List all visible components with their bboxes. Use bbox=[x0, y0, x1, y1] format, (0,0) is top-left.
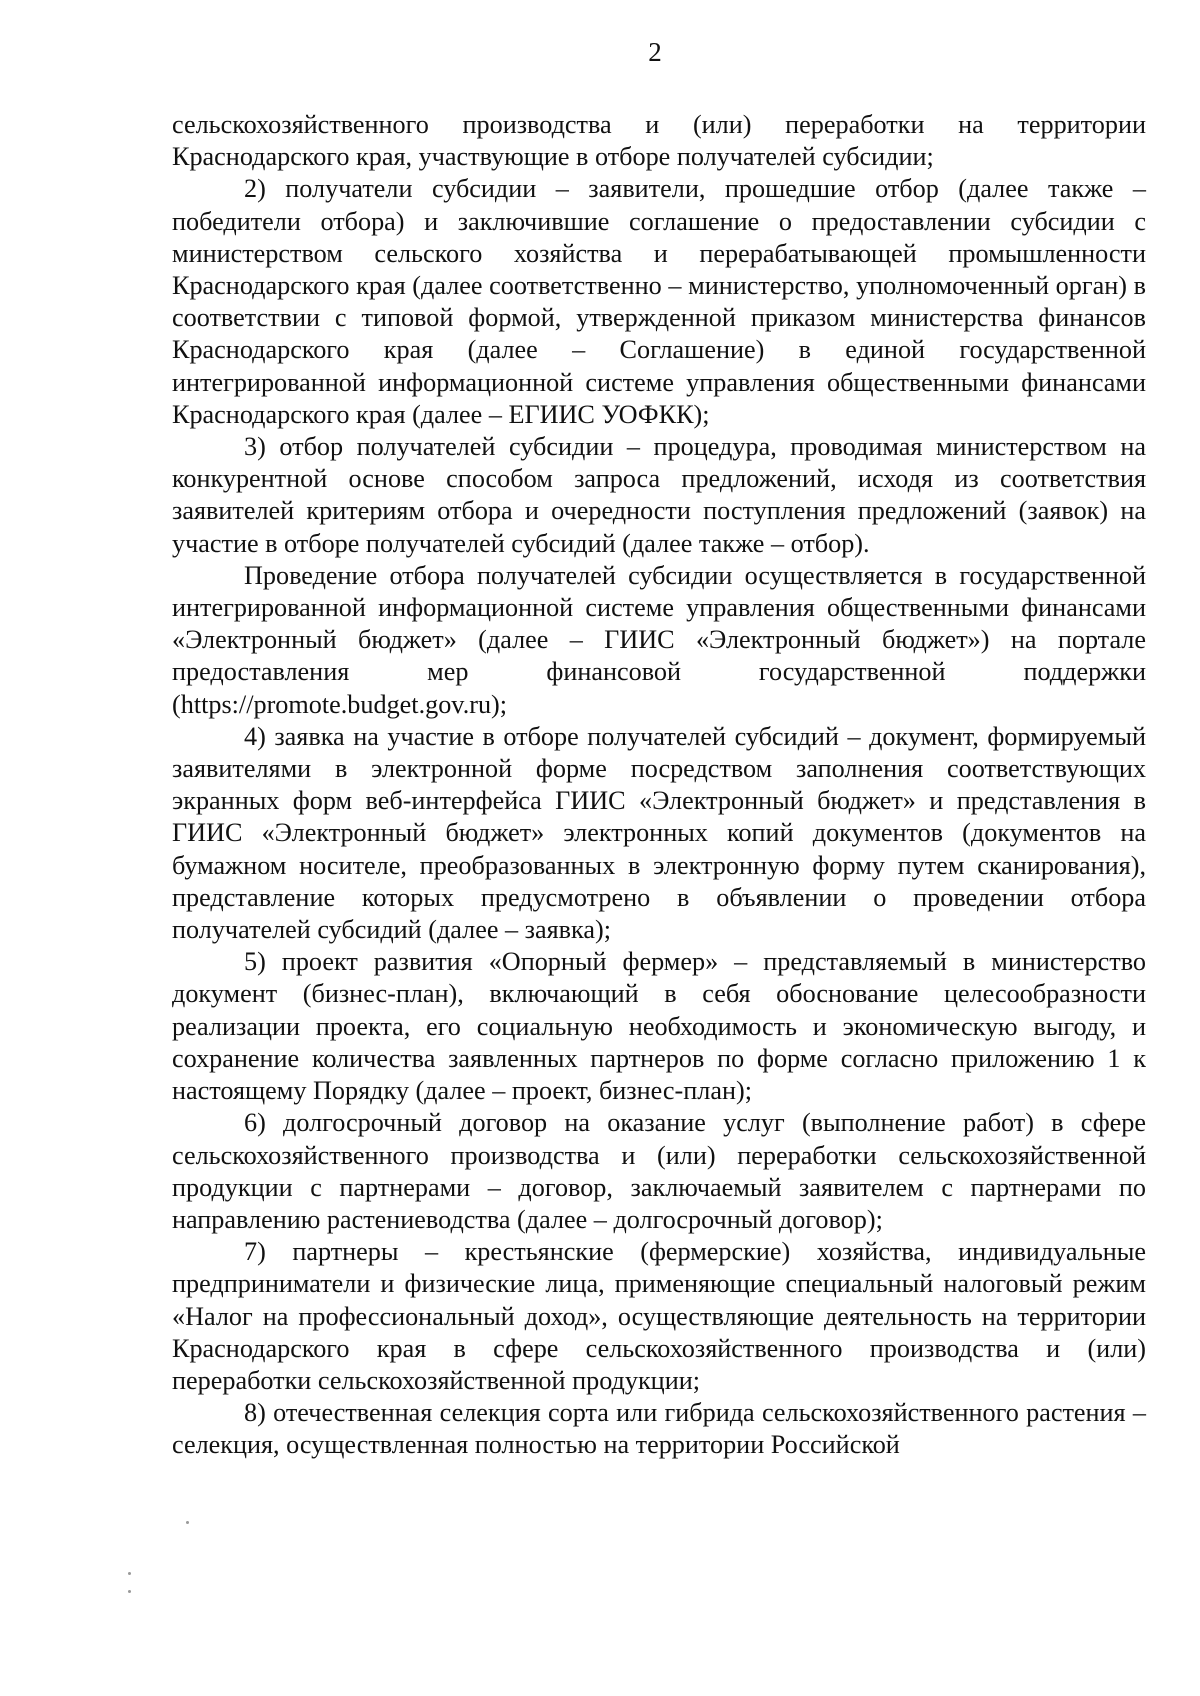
paragraph-3: 3) отбор получателей субсидии – процедура, проводимая министерством на конкурентной основе способом запроса предложений, исходя из соответствия заявителей критериям отбора и очередности поступления предложений (заявок) на участие в отборе получателей субсидий (далее также – отбор). bbox=[172, 432, 1146, 558]
scan-speck bbox=[186, 1521, 189, 1524]
scan-speck bbox=[128, 1590, 131, 1593]
paragraph-4: Проведение отбора получателей субсидии осуществляется в государственной интегрированной информационной системе управления общественными финансами «Электронный бюджет» (далее – ГИИС «Электронный бюджет») на портале предоставления мер финансовой государственной поддержки (https://promote.budget.gov.ru); bbox=[172, 560, 1146, 719]
paragraph-9: 8) отечественная селекция сорта или гибрида сельскохозяйственного растения – селекция, осуществленная полностью на территории Российской bbox=[172, 1398, 1146, 1460]
paragraph-1: сельскохозяйственного производства и (или) переработки на территории Краснодарского края, участвующие в отборе получателей субсидии; bbox=[172, 110, 1146, 172]
paragraph-7: 6) долгосрочный договор на оказание услуг (выполнение работ) в сфере сельскохозяйственного производства и (или) переработки сельскохозяйственной продукции с партнерами – договор, заключаемый заявителем с партнерами по направлению растениеводства (далее – долгосрочный договор); bbox=[172, 1108, 1146, 1234]
page-number: 2 bbox=[648, 37, 662, 67]
paragraph-8: 7) партнеры – крестьянские (фермерские) хозяйства, индивидуальные предприниматели и физические лица, применяющие специальный налоговый режим «Налог на профессиональный доход», осуществляющие деятельность на территории Краснодарского края в сфере сельскохозяйственного производства и (или) переработки сельскохозяйственной продукции; bbox=[172, 1237, 1146, 1395]
document-body bbox=[172, 109, 1146, 1462]
paragraph-5: 4) заявка на участие в отборе получателей субсидий – документ, формируемый заявителями в электронной форме посредством заполнения соответствующих экранных форм веб-интерфейса ГИИС «Электронный бюджет» и представления в ГИИС «Электронный бюджет» электронных копий документов (документов на бумажном носителе, преобразованных в электронную форму путем сканирования), представление которых предусмотрено в объявлении о проведении отбора получателей субсидий (далее – заявка); bbox=[172, 721, 1146, 945]
paragraph-2: 2) получатели субсидии – заявители, прошедшие отбор (далее также – победители отбора) и заключившие соглашение о предоставлении субсидии с министерством сельского хозяйства и перерабатывающей промышленности Краснодарского края (далее соответственно – министерство, уполномоченный орган) в соответствии с типовой формой, утвержденной приказом министерства финансов Краснодарского края (далее – Соглашение) в единой государственной интегрированной информационной системе управления общественными финансами Краснодарского края (далее – ЕГИИС УОФКК); bbox=[172, 174, 1146, 429]
paragraph-6: 5) проект развития «Опорный фермер» – представляемый в министерство документ (бизнес-план), включающий в себя обоснование целесообразности реализации проекта, его социальную необходимость и экономическую выгоду, и сохранение количества заявленных партнеров по форме согласно приложению 1 к настоящему Порядку (далее – проект, бизнес-план); bbox=[172, 947, 1146, 1106]
scan-speck bbox=[128, 1572, 131, 1575]
